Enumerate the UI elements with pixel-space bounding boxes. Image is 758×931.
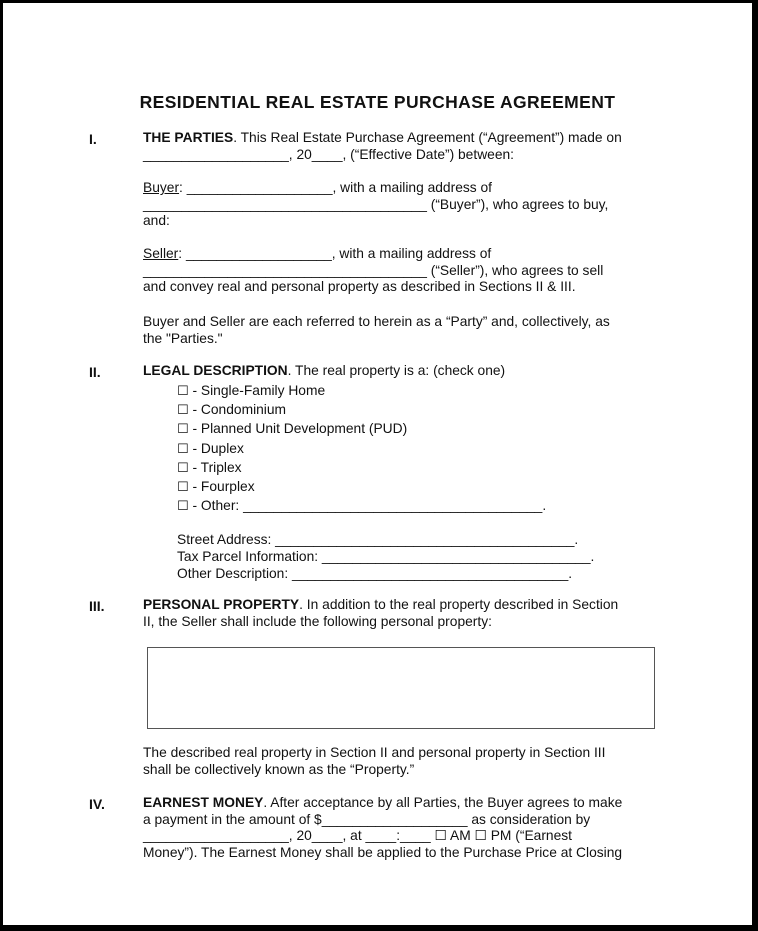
- section-1-line-2: ___________________, 20____, (“Effective Date”) between:: [143, 146, 515, 162]
- tax-parcel-field[interactable]: Tax Parcel Information: ___________________________________.: [177, 548, 595, 564]
- buyer-line-3: and:: [143, 213, 170, 228]
- option-fourplex[interactable]: [177, 477, 546, 496]
- checkbox-icon[interactable]: ☐: [177, 479, 189, 495]
- checkbox-icon[interactable]: ☐: [177, 459, 189, 475]
- seller-line-1: : ___________________, with a mailing address of: [178, 246, 492, 261]
- buyer-line-2: _____________________________________ (“Buyer”), who agrees to buy,: [143, 196, 609, 212]
- section-4-line-3: ___________________, 20____, at ____:____ ☐ AM ☐ PM (“Earnest: [143, 828, 572, 843]
- section-1-intro: [143, 130, 663, 163]
- seller-paragraph: [143, 246, 663, 296]
- option-label: - Duplex: [188, 440, 244, 456]
- option-pud[interactable]: [177, 419, 546, 438]
- parties-line-2: the "Parties.": [143, 330, 223, 346]
- other-description-field[interactable]: Other Description: ____________________________________.: [177, 565, 573, 581]
- property-line-1: The described real property in Section II and personal property in Section III: [143, 745, 606, 760]
- option-duplex[interactable]: [177, 439, 546, 458]
- section-4-text: [143, 795, 663, 861]
- option-label: - Planned Unit Development (PUD): [188, 421, 408, 437]
- section-1-line-1: . This Real Estate Purchase Agreement (“Agreement”) made on: [233, 130, 622, 145]
- buyer-label: Buyer: [143, 180, 180, 195]
- option-condominium[interactable]: [177, 400, 546, 419]
- section-2-intro-text: . The real property is a: (check one): [287, 363, 506, 378]
- section-3-intro: [143, 597, 663, 630]
- address-fields: [177, 532, 594, 582]
- section-4-line-2: a payment in the amount of $___________________ as consideration by: [143, 811, 591, 827]
- section-1-heading: THE PARTIES: [143, 130, 234, 145]
- section-2-heading: LEGAL DESCRIPTION: [143, 363, 288, 378]
- section-4-line-1: . After acceptance by all Parties, the Buyer agrees to make: [263, 795, 623, 810]
- option-label: - Condominium: [188, 402, 287, 418]
- section-3-line-1: . In addition to the real property described in Section: [299, 597, 619, 612]
- seller-line-2: _____________________________________ (“Seller”), who agrees to sell: [143, 262, 604, 278]
- option-single-family[interactable]: [177, 381, 546, 400]
- option-other[interactable]: [177, 496, 546, 515]
- checkbox-icon[interactable]: ☐: [177, 440, 189, 456]
- seller-line-3: and convey real and personal property as described in Sections II & III.: [143, 279, 576, 294]
- seller-label: Seller: [143, 246, 179, 261]
- section-2-number: II.: [89, 364, 101, 380]
- checkbox-icon[interactable]: ☐: [177, 402, 189, 418]
- section-3-line-2: II, the Seller shall include the following personal property:: [143, 613, 492, 629]
- buyer-paragraph: [143, 180, 663, 230]
- document-title: RESIDENTIAL REAL ESTATE PURCHASE AGREEMENT: [139, 92, 616, 112]
- parties-definition: [143, 314, 663, 347]
- buyer-line-1: : ___________________, with a mailing address of: [179, 180, 493, 195]
- option-label: - Single-Family Home: [188, 383, 326, 398]
- section-4-heading: EARNEST MONEY: [143, 795, 264, 810]
- checkbox-icon[interactable]: ☐: [177, 421, 189, 437]
- section-4-line-4: Money”). The Earnest Money shall be applied to the Purchase Price at Closing: [143, 844, 623, 860]
- checkbox-icon[interactable]: ☐: [177, 498, 189, 514]
- section-3-number: III.: [89, 598, 105, 614]
- street-address-field[interactable]: Street Address: _______________________________________.: [177, 532, 579, 547]
- option-triplex[interactable]: [177, 458, 546, 477]
- parties-line-1: Buyer and Seller are each referred to herein as a “Party” and, collectively, as: [143, 314, 610, 329]
- section-4-number: IV.: [89, 796, 105, 812]
- option-label: - Other: _______________________________________.: [188, 498, 547, 514]
- personal-property-input-box[interactable]: [147, 647, 655, 729]
- checkbox-icon[interactable]: ☐: [177, 383, 189, 398]
- property-definition: [143, 745, 663, 778]
- option-label: - Fourplex: [188, 479, 255, 495]
- section-3-heading: PERSONAL PROPERTY: [143, 597, 300, 612]
- property-type-list: [177, 381, 546, 515]
- property-line-2: shall be collectively known as the “Property.”: [143, 761, 415, 777]
- section-1-number: I.: [89, 131, 97, 147]
- section-2-intro: [143, 363, 663, 380]
- option-label: - Triplex: [188, 459, 242, 475]
